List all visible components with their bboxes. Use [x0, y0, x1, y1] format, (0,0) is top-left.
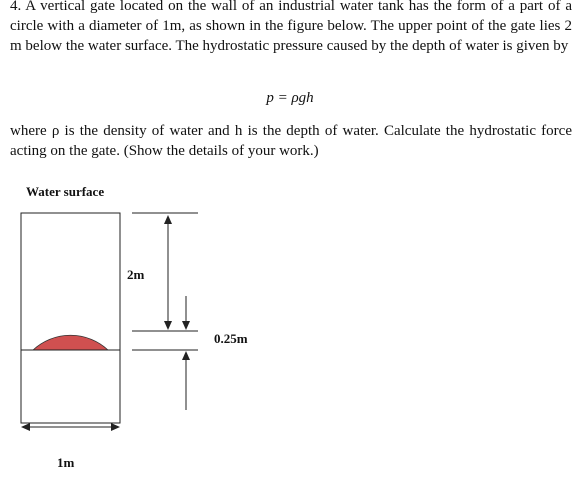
problem-paragraph-2: where ρ is the density of water and h is the depth of water. Calculate the hydrostatic force acting on the gate. (Show the details of your work.)	[10, 123, 572, 159]
problem-paragraph-1: 4. A vertical gate located on the wall of an industrial water tank has the form of a part of a circle with a diameter of 1m, as shown in the figure below. The upper point of the gate lies 2 m below the water surface. The hydrostatic pressure caused by the depth of water is given by	[10, 0, 572, 54]
depth-arrow-down	[164, 321, 172, 330]
gate-segment	[33, 335, 108, 350]
diameter-arrow-left	[21, 423, 30, 431]
gate-height-arrow-up	[182, 351, 190, 360]
diameter-arrow-right	[111, 423, 120, 431]
tank-outline	[21, 213, 120, 423]
diameter-label: 1m	[57, 455, 75, 470]
gate-height-label: 0.25m	[214, 331, 248, 346]
water-surface-label: Water surface	[26, 184, 105, 199]
depth-arrow-up	[164, 215, 172, 224]
depth-label: 2m	[127, 267, 145, 282]
pressure-formula: p = ρgh	[266, 90, 314, 106]
gate-height-arrow-down	[182, 321, 190, 330]
